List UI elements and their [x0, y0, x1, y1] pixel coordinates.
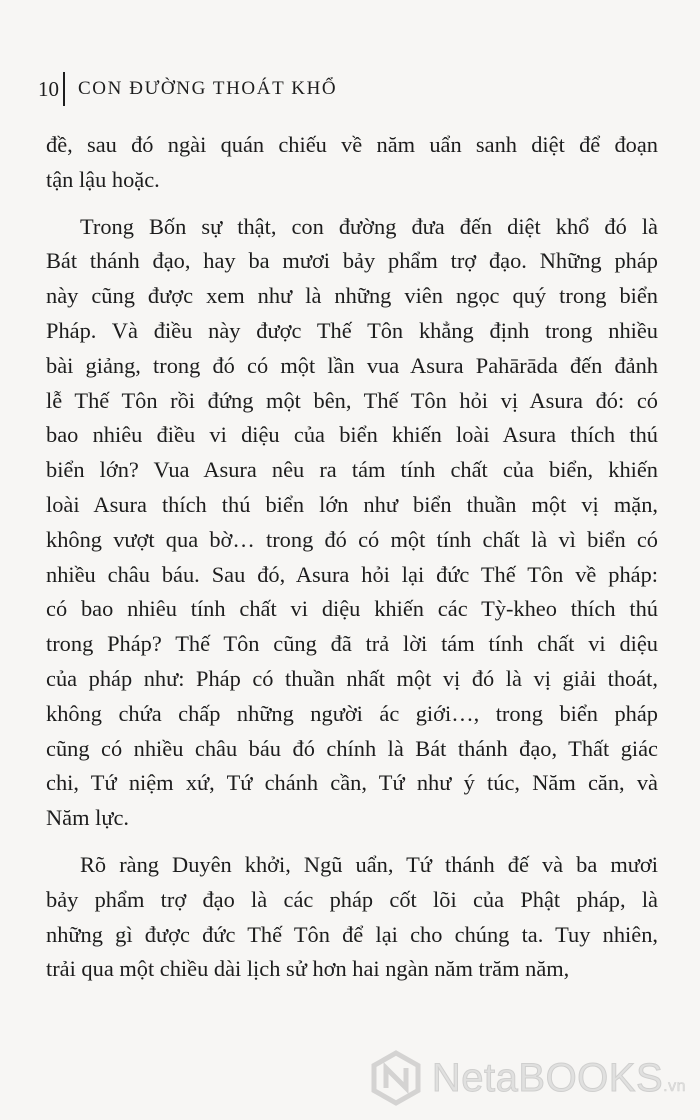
netabooks-logo-icon	[368, 1050, 424, 1106]
paragraph-gap	[46, 198, 658, 210]
text-line: những gì được đức Thế Tôn để lại cho chúng ta. Tuy nhiên,	[46, 921, 658, 947]
text-line: Rõ ràng Duyên khởi, Ngũ uẩn, Tứ thánh đế và ba mươi	[80, 851, 658, 877]
text-line: Pháp. Và điều này được Thế Tôn khẳng định trong nhiều	[46, 317, 658, 343]
text-line: không chứa chấp những người ác giới…, trong biển pháp	[46, 700, 658, 726]
text-line: của pháp như: Pháp có thuần nhất một vị đó là vị giải thoát,	[46, 665, 658, 691]
watermark-text: NetaBOOKS.vn	[431, 1055, 686, 1100]
text-line: Trong Bốn sự thật, con đường đưa đến diệt khổ đó là	[80, 213, 658, 239]
text-line: bao nhiêu điều vi diệu của biển khiến loài Asura thích thú	[46, 422, 658, 448]
text-line: biển lớn? Vua Asura nêu ra tám tính chất của biển, khiến	[46, 457, 658, 483]
text-line: trải qua một chiều dài lịch sử hơn hai ngàn năm trăm năm,	[46, 956, 570, 982]
body-text	[46, 128, 658, 987]
text-line: không vượt qua bờ… trong đó có một tính chất là vì biển có	[46, 526, 658, 552]
running-header	[38, 72, 337, 106]
text-line: bảy phẩm trợ đạo là các pháp cốt lõi của Phật pháp, là	[46, 886, 658, 912]
paragraph	[46, 210, 658, 836]
text-line: nhiều châu báu. Sau đó, Asura hỏi lại đức Thế Tôn về pháp:	[46, 561, 658, 587]
text-line: trong Pháp? Thế Tôn cũng đã trả lời tám tính chất vi diệu	[46, 631, 658, 657]
text-line: Bát thánh đạo, hay ba mươi bảy phẩm trợ đạo. Những pháp	[46, 248, 658, 274]
text-line: cũng có nhiều châu báu đó chính là Bát thánh đạo, Thất giác	[46, 735, 658, 761]
text-line: loài Asura thích thú biển lớn như biển thuần một vị mặn,	[46, 491, 658, 517]
watermark	[368, 1050, 686, 1106]
text-line: có bao nhiêu tính chất vi diệu khiến các Tỳ-kheo thích thú	[46, 596, 658, 622]
paragraph	[46, 848, 658, 987]
paragraph-gap	[46, 836, 658, 848]
text-line: Năm lực.	[46, 805, 130, 831]
text-line: này cũng được xem như là những viên ngọc quý trong biển	[46, 283, 658, 309]
text-line: đề, sau đó ngài quán chiếu về năm uẩn sanh diệt để đoạn	[46, 132, 658, 157]
paragraph	[46, 128, 658, 198]
text-line: tận lậu hoặc.	[46, 166, 160, 192]
running-title: CON ĐƯỜNG THOÁT KHỔ	[78, 78, 338, 99]
text-line: bài giảng, trong đó có một lần vua Asura Pahārāda đến đảnh	[46, 352, 658, 378]
text-line: chi, Tứ niệm xứ, Tứ chánh cần, Tứ như ý túc, Năm căn, và	[46, 770, 658, 796]
text-line: lễ Thế Tôn rồi đứng một bên, Thế Tôn hỏi vị Asura đó: có	[46, 387, 658, 413]
header-divider	[63, 72, 65, 106]
page-number: 10	[38, 76, 59, 101]
